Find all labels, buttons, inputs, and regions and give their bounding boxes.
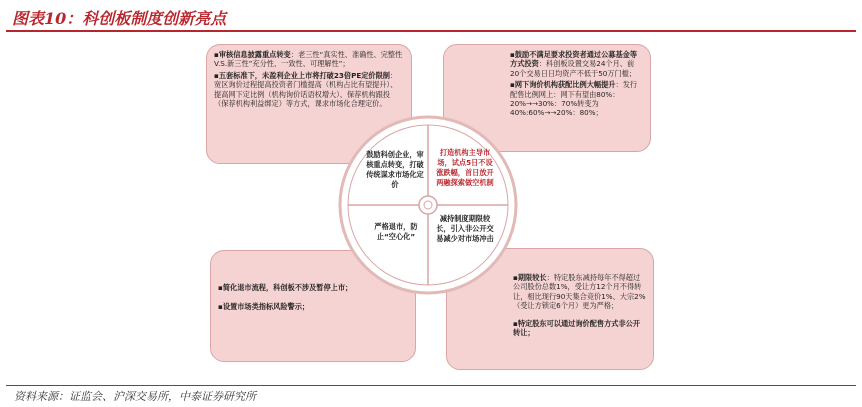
center-dot-inner (424, 201, 432, 209)
figure-title: 图表10：科创板制度创新亮点 (12, 9, 227, 28)
item-lead: ▪设置市场类指标风险警示； (218, 302, 310, 312)
item-lead: ▪简化退市流程，科创板不涉及暂停上市； (218, 283, 353, 292)
item-lead: ▪期限较长 (513, 273, 547, 282)
item-lead: ▪特定股东可以通过询价配售方式非公开转让； (513, 318, 641, 338)
item-lead: ▪鼓励不满足要求投资者通过公募基金等方式投资 (510, 50, 638, 69)
item-text: ：发行配售比例网上：网下有望由80%：20%→→30%：70%转变为40%:60%→→20%：80%； (510, 80, 638, 118)
item-lead: ▪审核信息披露重点转变 (214, 50, 291, 59)
circle-quadrant-top-right: 打造机构主导市场，试点5日不设涨跌幅，首日放开两融探索做空机制 (436, 148, 494, 187)
item-text: ：特定股东减持每年不得超过公司股份总数1%，受让方12个月不得转让，相比现行90天集合竞价1%、大宗2%（受让方锁定6个月）更为严格； (513, 273, 646, 311)
item-text: ：老三性“真实性、准确性、完整性V.S.新三性”充分性、一致性、可理解性”； (214, 50, 403, 69)
source-note: 资料来源：证监会、沪深交易所，中泰证券研究所 (14, 390, 256, 403)
circle-quadrant-top-left: 鼓励科创企业，审核重点转变，打破传统谋求市场化定价 (366, 150, 424, 189)
item-text: ：科创板设置交易24个月、前20个交易日日均资产不低于50万门槛； (510, 59, 637, 78)
item-lead: ▪网下询价机构获配比例大幅提升 (510, 80, 616, 90)
item-lead: ▪五套标准下，未盈利企业上市将打破23倍PE定价限制 (214, 70, 390, 80)
circle-quadrant-bottom-left: 严格退市，防止“空心化” (374, 222, 418, 241)
circle-quadrant-bottom-right: 减持制度期限较长，引入非公开交易减少对市场冲击 (436, 214, 494, 243)
footer-divider (6, 385, 856, 386)
item-text: ：宽区询价过程提高投资者门槛提高（机构占比有望提升）、提高网下定比例（机构询价话语权增大）、保荐机构跟投（保荐机构利益绑定）等方式，课求市场化合理定价。 (214, 70, 398, 109)
